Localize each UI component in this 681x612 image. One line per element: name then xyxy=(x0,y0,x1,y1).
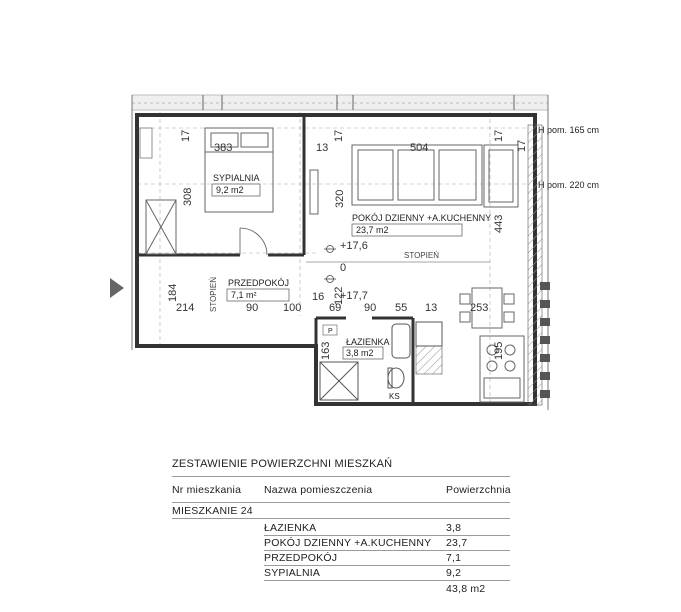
summary-row-name: ŁAZIENKA xyxy=(264,522,317,534)
level-label-3: +17,7 xyxy=(340,290,368,302)
stopien-mark-1: STOPIEŃ xyxy=(404,251,439,260)
dim-443: 443 xyxy=(493,214,505,233)
summary-divider-2 xyxy=(172,502,510,503)
summary-row-area: 9,2 xyxy=(446,567,462,579)
summary-row-line xyxy=(264,535,510,536)
room-name-przedpokoj: PRZEDPOKÓJ xyxy=(228,278,290,288)
col-header-name: Nazwa pomieszczenia xyxy=(264,484,373,496)
sofa xyxy=(352,145,482,205)
bed xyxy=(205,128,273,212)
dim-214: 214 xyxy=(176,302,195,314)
dim-184: 184 xyxy=(167,283,179,302)
entrance-arrow xyxy=(110,278,124,298)
wardrobe xyxy=(146,200,176,254)
dim-504: 504 xyxy=(410,142,429,154)
right-window-wall xyxy=(528,125,550,405)
armchair xyxy=(484,145,518,207)
summary-row-line xyxy=(264,580,510,581)
summary-row-line xyxy=(264,550,510,551)
summary-total: 43,8 m2 xyxy=(446,583,486,595)
dim-17b: 17 xyxy=(333,129,345,142)
summary-divider-3 xyxy=(172,518,510,519)
col-header-area: Powierzchnia xyxy=(446,484,511,496)
dim-320: 320 xyxy=(334,189,346,208)
dim-69: 69 xyxy=(329,302,342,314)
dim-16: 16 xyxy=(312,291,325,303)
summary-title: ZESTAWIENIE POWIERZCHNI MIESZKAŃ xyxy=(172,458,393,470)
dim-13b: 13 xyxy=(425,302,438,314)
dim-163: 163 xyxy=(320,341,332,360)
stopien-mark-2: STOPIEŃ xyxy=(209,277,218,312)
dim-55: 55 xyxy=(395,302,408,314)
dim-13: 13 xyxy=(316,142,329,154)
summary-row-name: PRZEDPOKÓJ xyxy=(264,552,338,564)
tv-unit xyxy=(310,170,318,214)
dim-383: 383 xyxy=(214,142,233,154)
room-name-pokoj: POKÓJ DZIENNY +A.KUCHENNY xyxy=(352,213,492,223)
room-area-przedpokoj: 7,1 m² xyxy=(231,290,257,300)
summary-row-name: POKÓJ DZIENNY +A.KUCHENNY xyxy=(264,537,432,549)
summary-row-name: SYPIALNIA xyxy=(264,567,321,579)
dim-253: 253 xyxy=(470,302,489,314)
col-header-nr: Nr mieszkania xyxy=(172,484,242,496)
p-mark: P xyxy=(328,328,333,335)
slope-guides xyxy=(137,112,530,405)
room-name-lazienka: ŁAZIENKA xyxy=(346,337,390,347)
apartment-number: MIESZKANIE 24 xyxy=(172,505,253,517)
dim-122: 122 xyxy=(333,286,345,305)
ks-mark: KS xyxy=(389,392,400,401)
dim-17d: 17 xyxy=(516,139,528,152)
level-label-1: +17,6 xyxy=(340,240,368,252)
dim-100: 100 xyxy=(283,302,302,314)
bedroom-door xyxy=(240,228,267,255)
nightstand xyxy=(140,128,152,158)
room-area-pokoj: 23,7 m2 xyxy=(356,225,389,235)
level-label-2: 0 xyxy=(340,262,347,274)
room-area-sypialnia: 9,2 m2 xyxy=(216,185,244,195)
summary-row-line xyxy=(264,565,510,566)
level-markers xyxy=(324,246,336,283)
summary-row-area: 3,8 xyxy=(446,522,462,534)
dim-17c: 17 xyxy=(493,129,505,142)
summary-row-area: 7,1 xyxy=(446,552,462,564)
summary-row-area: 23,7 xyxy=(446,537,468,549)
summary-divider-1 xyxy=(172,476,510,477)
room-name-sypialnia: SYPIALNIA xyxy=(213,173,260,183)
dim-90a: 90 xyxy=(246,302,259,314)
dim-17a: 17 xyxy=(180,129,192,142)
height-note-165: H pom. 165 cm xyxy=(538,125,600,135)
dim-195: 195 xyxy=(493,341,505,360)
dim-308: 308 xyxy=(182,187,194,206)
utility-box xyxy=(416,346,442,374)
room-area-lazienka: 3,8 m2 xyxy=(346,348,374,358)
dim-90b: 90 xyxy=(364,302,377,314)
walls xyxy=(137,115,535,404)
height-note-220: H pom. 220 cm xyxy=(538,180,600,190)
